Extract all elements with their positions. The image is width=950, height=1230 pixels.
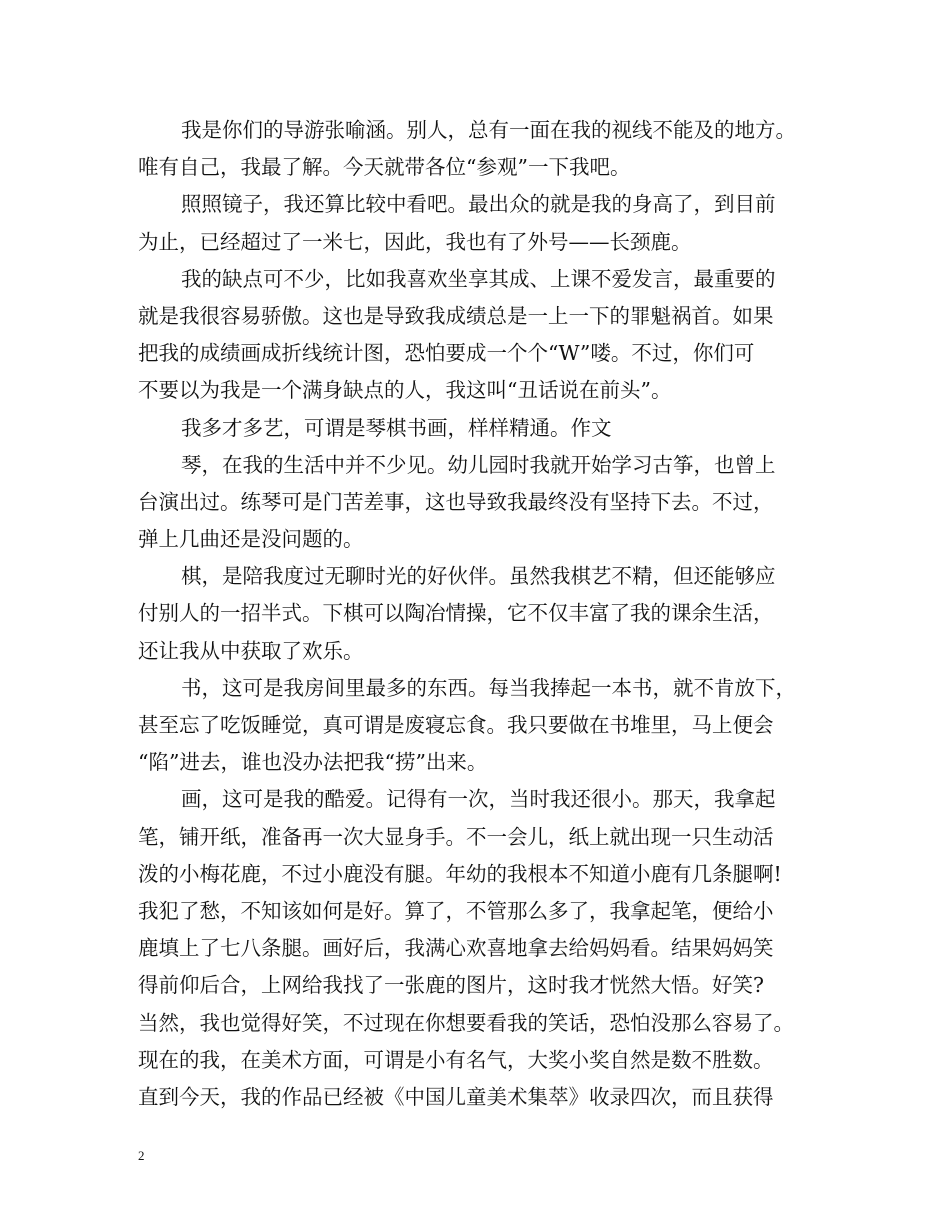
text-line: 台演出过。练琴可是门苦差事，这也导致我最终没有坚持下去。不过， — [138, 489, 774, 514]
text-line: 我的缺点可不少，比如我喜欢坐享其成、上课不爱发言，最重要的 — [181, 266, 776, 291]
text-line: 还让我从中获取了欢乐。 — [138, 638, 364, 663]
text-line: 为止，已经超过了一米七，因此，我也有了外号——长颈鹿。 — [138, 229, 692, 254]
text-line: 不要以为我是一个满身缺点的人，我这叫“丑话说在前头”。 — [138, 378, 672, 403]
text-line: 鹿填上了七八条腿。画好后，我满心欢喜地拿去给妈妈看。结果妈妈笑 — [138, 936, 774, 961]
text-line: 现在的我，在美术方面，可谓是小有名气，大奖小奖自然是数不胜数。 — [138, 1047, 774, 1072]
text-line: 弹上几曲还是没问题的。 — [138, 527, 364, 552]
text-line: 照照镜子，我还算比较中看吧。最出众的就是我的身高了，到目前 — [181, 192, 776, 217]
text-line: “陷”进去，谁也没办法把我“捞”出来。 — [138, 750, 488, 775]
text-line: 棋，是陪我度过无聊时光的好伙伴。虽然我棋艺不精，但还能够应 — [181, 564, 776, 589]
text-line: 甚至忘了吃饭睡觉，真可谓是废寝忘食。我只要做在书堆里，马上便会 — [138, 713, 774, 737]
text-line: 琴，在我的生活中并不少见。幼儿园时我就开始学习古筝，也曾上 — [181, 452, 776, 477]
text-line: 我多才多艺，可谓是琴棋书画，样样精通。作文 — [181, 415, 612, 440]
text-line: 唯有自己，我最了解。今天就带各位“参观”一下我吧。 — [138, 155, 631, 180]
text-line: 把我的成绩画成折线统计图，恐怕要成一个个“W”喽。不过，你们可 — [138, 341, 755, 366]
body-text — [138, 112, 828, 1116]
text-line: 得前仰后合，上网给我找了一张鹿的图片，这时我才恍然大悟。好笑? — [138, 973, 764, 998]
page-number: 2 — [138, 1148, 145, 1163]
text-line: 直到今天，我的作品已经被《中国儿童美术集萃》收录四次，而且获得 — [138, 1084, 774, 1109]
text-line: 我是你们的导游张喻涵。别人，总有一面在我的视线不能及的地方。 — [181, 118, 796, 142]
text-line: 画，这可是我的酷爱。记得有一次，当时我还很小。那天，我拿起 — [181, 787, 776, 812]
text-line: 笔，铺开纸，准备再一次大显身手。不一会儿，纸上就出现一只生动活 — [138, 824, 774, 849]
text-line: 就是我很容易骄傲。这也是导致我成绩总是一上一下的罪魁祸首。如果 — [138, 303, 774, 328]
text-line: 当然，我也觉得好笑，不过现在你想要看我的笑话，恐怕没那么容易了。 — [138, 1010, 794, 1035]
text-line: 泼的小梅花鹿，不过小鹿没有腿。年幼的我根本不知道小鹿有几条腿啊! — [138, 861, 782, 886]
text-line: 我犯了愁，不知该如何是好。算了，不管那么多了，我拿起笔，便给小 — [138, 898, 774, 923]
text-line: 付别人的一招半式。下棋可以陶冶情操，它不仅丰富了我的课余生活， — [138, 601, 774, 626]
text-line: 书，这可是我房间里最多的东西。每当我捧起一本书，就不肯放下， — [181, 675, 796, 700]
